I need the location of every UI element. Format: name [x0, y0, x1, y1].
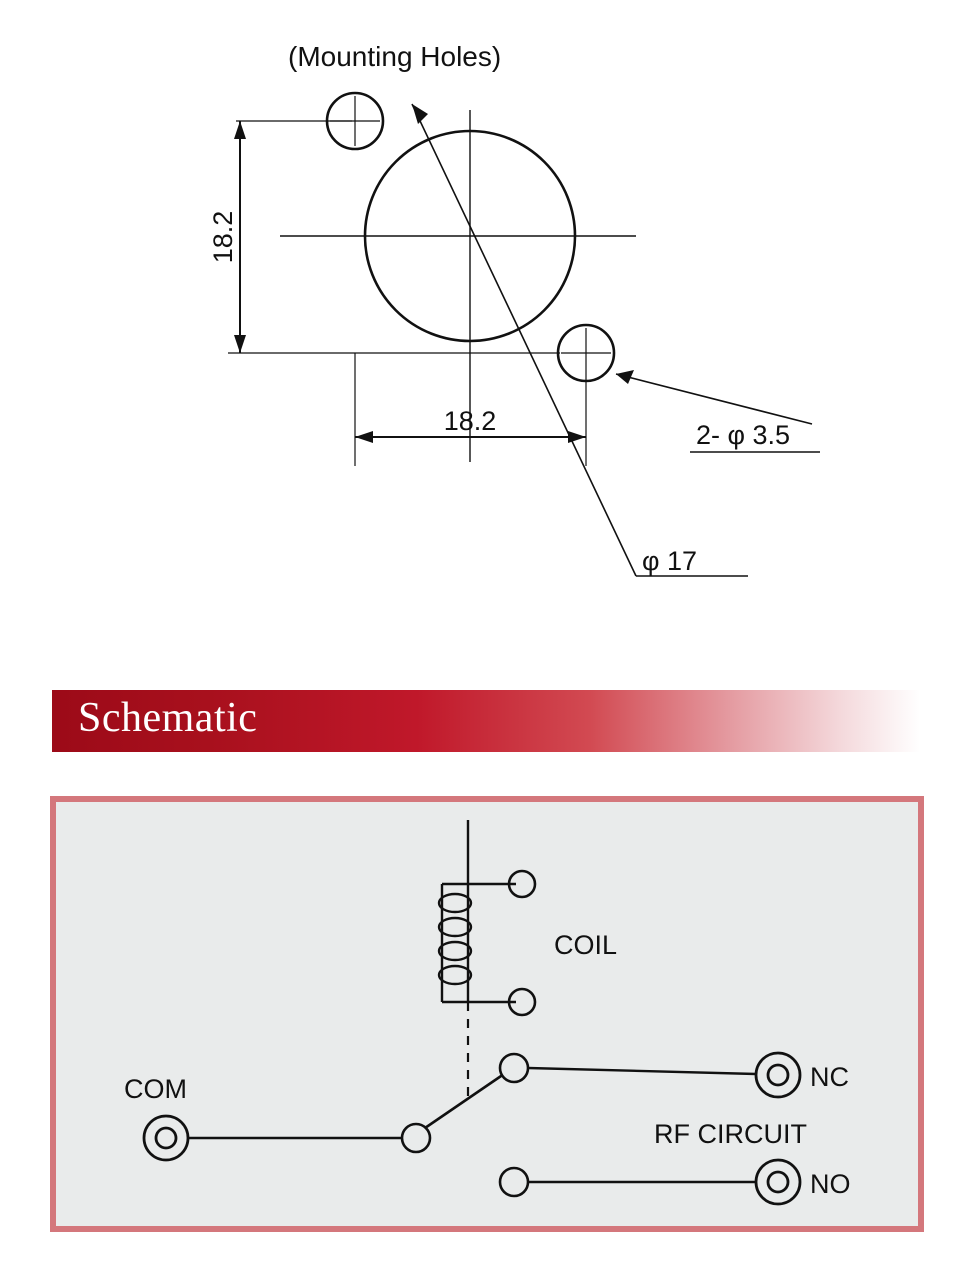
hole-callout-text: 2- φ 3.5 — [696, 420, 791, 450]
no-label: NO — [810, 1169, 851, 1199]
mounting-holes-title: (Mounting Holes) — [288, 41, 502, 72]
nc-wire — [528, 1068, 756, 1074]
vertical-dimension-text: 18.2 — [208, 210, 238, 264]
switch-blade — [425, 1074, 504, 1128]
vertical-dim-arrow-bottom — [234, 335, 246, 353]
nc-label: NC — [810, 1062, 849, 1092]
rf-circuit-label: RF CIRCUIT — [654, 1119, 807, 1149]
bore-callout-arrow — [412, 104, 428, 124]
schematic-section-title: Schematic — [78, 695, 258, 741]
vertical-dim-arrow-top — [234, 121, 246, 139]
bore-callout-text: φ 17 — [642, 546, 698, 576]
horizontal-dim-arrow-left — [355, 431, 373, 443]
com-terminal-outer — [144, 1116, 188, 1160]
coil-loop-2 — [439, 918, 471, 936]
horizontal-dimension-text: 18.2 — [443, 406, 497, 436]
hole-callout-arrow — [616, 370, 634, 384]
nc-contact-point — [500, 1054, 528, 1082]
coil-label: COIL — [554, 930, 618, 960]
schematic-section-header — [52, 690, 920, 752]
no-contact-point — [500, 1168, 528, 1196]
coil-loop-1 — [439, 894, 471, 912]
coil-loop-4 — [439, 966, 471, 984]
com-terminal-inner — [156, 1128, 176, 1148]
no-terminal-outer — [756, 1160, 800, 1204]
no-terminal-inner — [768, 1172, 788, 1192]
com-label: COM — [124, 1074, 187, 1104]
nc-terminal-outer — [756, 1053, 800, 1097]
bore-callout-leader — [412, 104, 636, 576]
schematic-diagram — [50, 796, 924, 1232]
hole-callout-leader — [616, 374, 812, 424]
nc-terminal-inner — [768, 1065, 788, 1085]
coil-loop-3 — [439, 942, 471, 960]
